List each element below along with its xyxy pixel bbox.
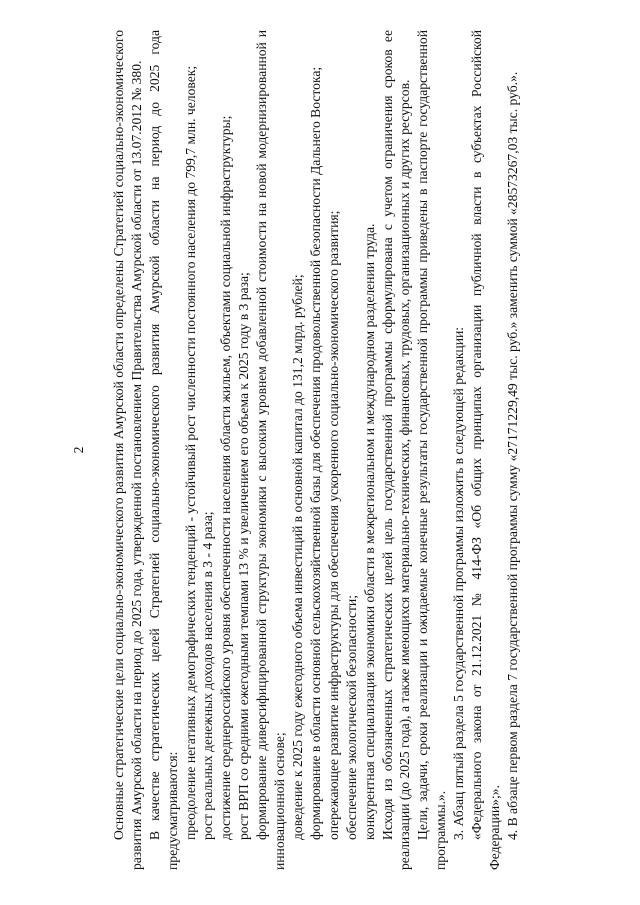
list-item-grp: рост ВРП со средними ежегодными темпами 13 % и увеличением его объема к 2025 году в 3 раза; [236,272,252,840]
list-item-infrastructure: опережающее развитие инфраструктуры для обеспечения ускоренного социально-экономического развития; [325,210,341,840]
paragraph-amendment-3: 3. Абзац пятый раздела 5 государственной программы изложить в следующей редакции: [451,326,467,840]
list-item-demography: преодоление негативных демографических тенденций - устойчивый рост численности постоянного населения до 799,7 млн. человек; [182,65,198,840]
list-item-economy-structure: формирование диверсифицированной структуры экономики с высоким уровнем добавленной стоимости на новой модернизированной и инновационной основе; [254,30,288,870]
list-item-agriculture: формирование в области основной сельскохозяйственной базы для обеспечения продовольственной безопасности Дальнего Востока; [307,66,323,840]
paragraph-program-goal: Исходя из обозначенных стратегических целей цель государственной программы сформулирована с учетом ограничения сроков ее реализации (до 2025 года), а также имеющихся материально-технических, финансовых, трудовых, организационных и других ресурсов. [379,30,413,870]
list-item-income: рост реальных денежных доходов населения в 3 - 4 раза; [200,511,216,840]
list-item-specialization: конкурентная специализация экономики области в межрегиональном и международном разделении труда. [361,223,377,840]
paragraph-passport-reference: Цели, задачи, сроки реализации и ожидаемые конечные результаты государственной программы приведены в паспорте государственной программы.». [415,30,449,870]
paragraph-federal-law: «Федерального закона от 21.12.2021 № 414-ФЗ «Об общих принципах организации публичной власти в субъектах Российской Федерации»;». [469,30,502,870]
list-item-ecology: обеспечение экологической безопасности; [343,595,359,840]
page-number: 2 [71,446,86,454]
paragraph-goals-intro: В качестве стратегических целей Стратегией социально-экономического развития Амурской области на период до 2025 года предусматриваются: [146,30,180,870]
list-item-investment: доведение к 2025 году ежегодного объема инвестиций в основной капитал до 131,2 млрд. рублей; [289,274,305,840]
list-item-housing: достижение среднероссийского уровня обеспеченности населения области жильем, объектами социальной инфраструктуры; [218,115,234,840]
rotated-text-block [70,30,522,870]
paragraph-strategy-intro: Основные стратегические цели социально-экономического развития Амурской области определены Стратегией социально-экономического развития Амурской области на период до 2025 года, утвержденной постановлением Правительства Амурской области от 13.07.2012 № 380. [110,30,144,870]
document-body [110,30,522,870]
paragraph-amendment-4: 4. В абзаце первом раздела 7 государственной программы сумму «27171229,49 тыс. руб.» заменить суммой «28573267,03 тыс. руб.». [504,71,520,840]
